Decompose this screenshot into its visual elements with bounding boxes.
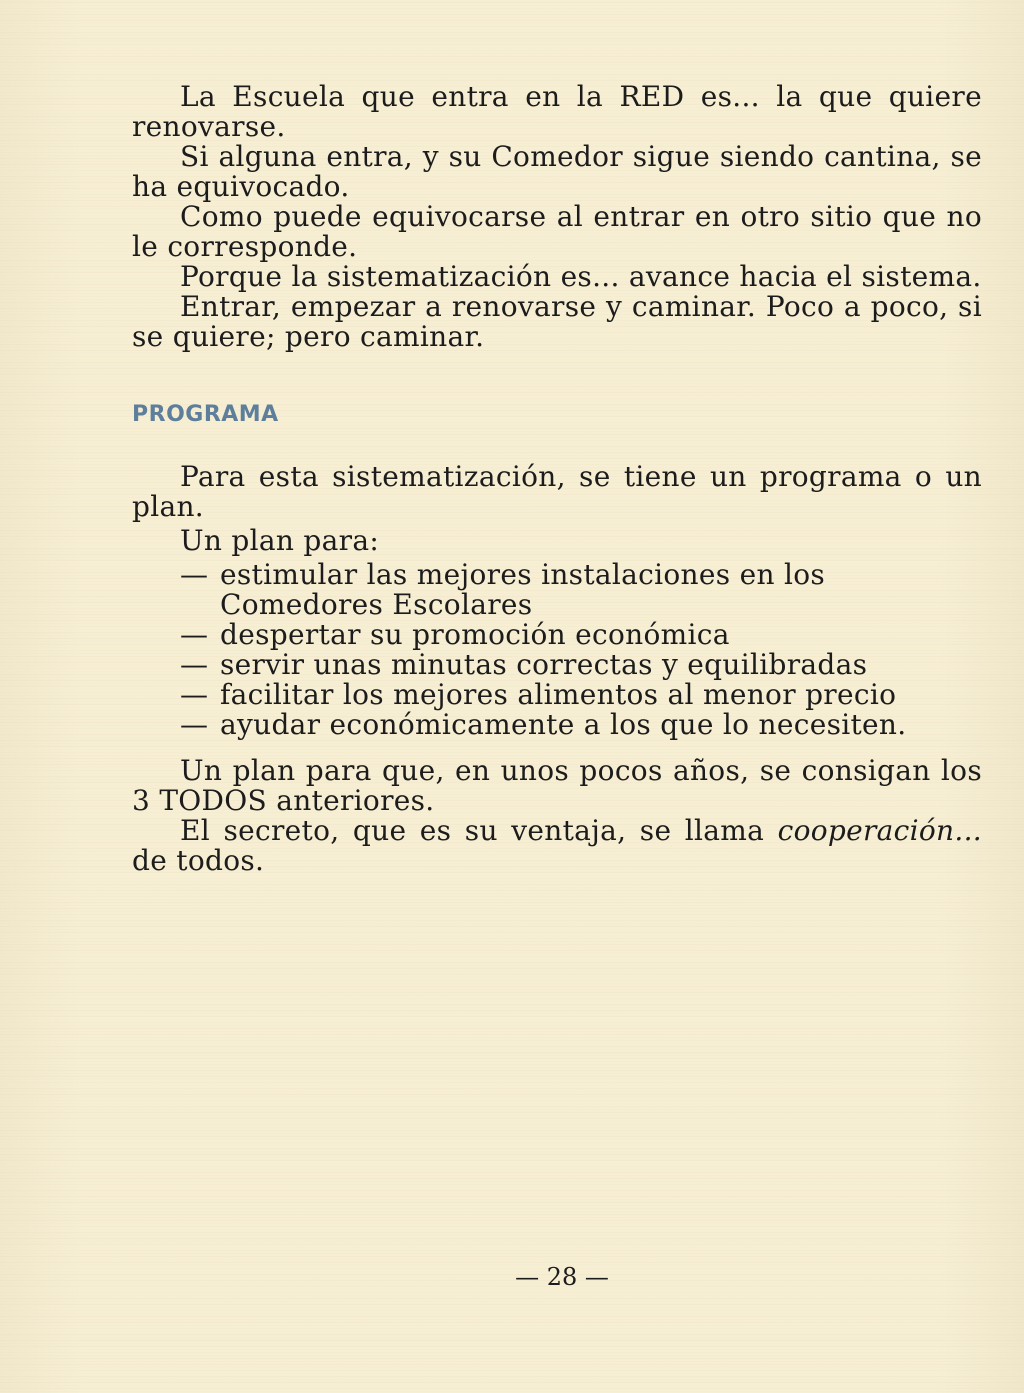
plan-list — [132, 560, 982, 740]
paragraph: Un plan para que, en unos pocos años, se consigan los 3 TODOS anteriores. — [132, 754, 982, 817]
paragraph: Si alguna entra, y su Comedor sigue siendo cantina, se ha equivocado. — [132, 140, 982, 203]
page-number: — 28 — — [515, 1263, 609, 1291]
dash-marker: — — [180, 618, 209, 651]
paragraph — [132, 816, 982, 876]
list-item — [132, 710, 982, 740]
list-item — [132, 560, 982, 620]
list-item-text: facilitar los mejores alimentos al menor precio — [220, 678, 897, 711]
dash-marker: — — [180, 648, 209, 681]
program-text — [132, 462, 982, 746]
list-item-text: despertar su promoción económica — [220, 618, 730, 651]
dash-marker: — — [180, 558, 209, 591]
section-heading: PROGRAMA — [132, 402, 279, 427]
paragraph-text: El secreto, que es su ventaja, se llama — [180, 814, 778, 847]
closing-text — [132, 756, 982, 876]
emphasis-text: cooperación... — [777, 814, 982, 847]
list-item — [132, 680, 982, 710]
list-item-text: ayudar económicamente a los que lo necesiten. — [220, 708, 907, 741]
list-item-text: estimular las mejores instalaciones en los Comedores Escolares — [220, 558, 826, 621]
dash-marker: — — [180, 708, 209, 741]
paragraph: Para esta sistematización, se tiene un programa o un plan. — [132, 460, 982, 523]
paragraph: Un plan para: — [180, 524, 380, 557]
intro-text — [132, 82, 982, 352]
list-item — [132, 650, 982, 680]
list-item-text: servir unas minutas correctas y equilibradas — [220, 648, 868, 681]
paragraph: Como puede equivocarse al entrar en otro sitio que no le corresponde. — [132, 200, 982, 263]
paragraph: Porque la sistematización es... avance hacia el sistema. — [180, 260, 982, 293]
list-item — [132, 620, 982, 650]
paragraph: Entrar, empezar a renovarse y caminar. Poco a poco, si se quiere; pero caminar. — [132, 290, 982, 353]
paragraph-text: de todos. — [132, 844, 265, 877]
dash-marker: — — [180, 678, 209, 711]
paragraph: La Escuela que entra en la RED es... la que quiere renovarse. — [132, 80, 982, 143]
